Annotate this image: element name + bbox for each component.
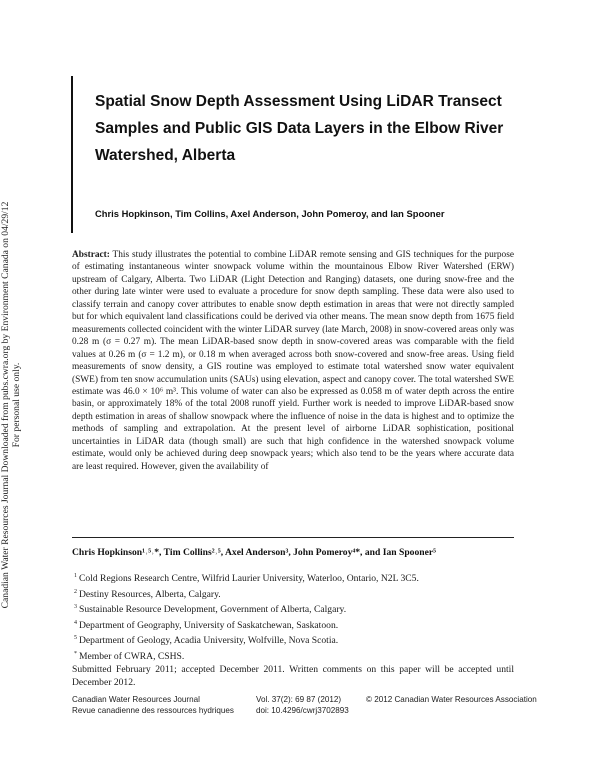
affiliation-mark: 3	[74, 604, 77, 611]
abstract-text: This study illustrates the potential to combine LiDAR remote sensing and GIS techniques for the purpose of estimating instantaneous winter snowpack volume within the mountainous Elbow River Watershed (ERW) upstream of Calgary, Alberta. Two LiDAR (Light Detection and Ranging) datasets, one during snow-free and the other during late winter were used to evaluate a procedure for snow depth sampling. These data were also used to classify terrain and canopy cover attributes to enable snow depth estimation in areas that were not directly sampled but for which equivalent land classifications could be derived via other means. The mean snow depth from 1675 field measurements collected coincident with the winter LiDAR survey (late March, 2008) in snow-covered areas only was 0.28 m (σ = 0.27 m). The mean LiDAR-based snow depth in snow-covered areas was comparable with the field values at 0.26 m (σ = 1.2 m), or 0.18 m when averaged across both snow-covered and snow-free areas. Using field measurements of snow density, a GIS routine was employed to estimate total watershed snow water equivalent (SWE) from ten snow accumulation units (SAUs) using elevation, aspect and canopy cover. The total watershed SWE estimate was 46.0 × 10⁶ m³. This volume of water can also be expressed as 0.058 m of water depth across the entire basin, or approximately 18% of the total 2008 runoff yield. Further work is needed to improve LiDAR-based snow depth estimation in areas of shallow snowpack where the influence of noise in the data is highest and to optimize the methods of sampling and extrapolation. At the present level of airborne LiDAR sophistication, positional uncertainties in LiDAR data (though small) are such that high confidence in the watershed snowpack volume estimate, would only be achieved during deep snowpack years; which also tend to be the years where accurate data are least required. However, given the availability of	[72, 250, 514, 472]
journal-name-fr: Revue canadienne des ressources hydriques	[72, 705, 234, 715]
affiliation-text: Department of Geology, Acadia University, Wolfville, Nova Scotia.	[79, 635, 339, 647]
affiliation-mark: *	[74, 650, 77, 657]
affiliation-item	[74, 601, 514, 617]
title-block	[71, 76, 513, 233]
affiliation-text: Cold Regions Research Centre, Wilfrid Laurier University, Waterloo, Ontario, N2L 3C5.	[79, 573, 419, 585]
volume-info: Vol. 37(2): 69 87 (2012)	[256, 695, 342, 704]
author-list-header: Chris Hopkinson, Tim Collins, Axel Anderson, John Pomeroy, and Ian Spooner	[95, 208, 445, 219]
download-notice-line1: Canadian Water Resources Journal Downloaded from pubs.cwra.org by Environment Canada on 04/29/12	[0, 201, 11, 609]
abstract	[72, 249, 514, 473]
affiliation-text: Department of Geography, University of Saskatchewan, Saskatoon.	[79, 619, 339, 631]
footer-journal-names	[72, 695, 234, 716]
affiliation-item	[74, 648, 514, 664]
affiliation-item	[74, 570, 514, 586]
section-divider	[72, 537, 514, 538]
affiliation-item	[74, 586, 514, 602]
affiliation-text: Member of CWRA, CSHS.	[79, 651, 185, 663]
affiliation-mark: 4	[74, 619, 77, 626]
affiliation-list	[74, 570, 514, 664]
submission-note: Submitted February 2011; accepted December 2011. Written comments on this paper will be accepted until December 2012.	[72, 664, 514, 689]
download-notice-line2: For personal use only.	[11, 362, 23, 448]
affiliation-item	[74, 617, 514, 633]
affiliation-mark: 5	[74, 635, 77, 642]
journal-name-en: Canadian Water Resources Journal	[72, 695, 200, 704]
author-list-footnote: Chris Hopkinson¹˒⁵˒*, Tim Collins²˒⁵, Axel Anderson³, John Pomeroy⁴*, and Ian Spooner⁵	[72, 547, 436, 558]
doi: doi: 10.4296/cwrj3702893	[256, 705, 349, 715]
affiliation-item	[74, 632, 514, 648]
footer-citation	[256, 695, 349, 716]
journal-footer	[72, 695, 537, 725]
copyright-notice: © 2012 Canadian Water Resources Association	[366, 695, 537, 704]
affiliation-text: Destiny Resources, Alberta, Calgary.	[79, 588, 221, 600]
affiliation-mark: 1	[74, 573, 77, 579]
paper-title: Spatial Snow Depth Assessment Using LiDAR Transect Samples and Public GIS Data Layers in the Elbow River Watershed, Alberta	[95, 93, 504, 164]
affiliation-text: Sustainable Resource Development, Government of Alberta, Calgary.	[79, 604, 347, 616]
affiliation-mark: 2	[74, 588, 77, 595]
abstract-label: Abstract:	[72, 250, 110, 260]
download-notice	[0, 170, 30, 640]
